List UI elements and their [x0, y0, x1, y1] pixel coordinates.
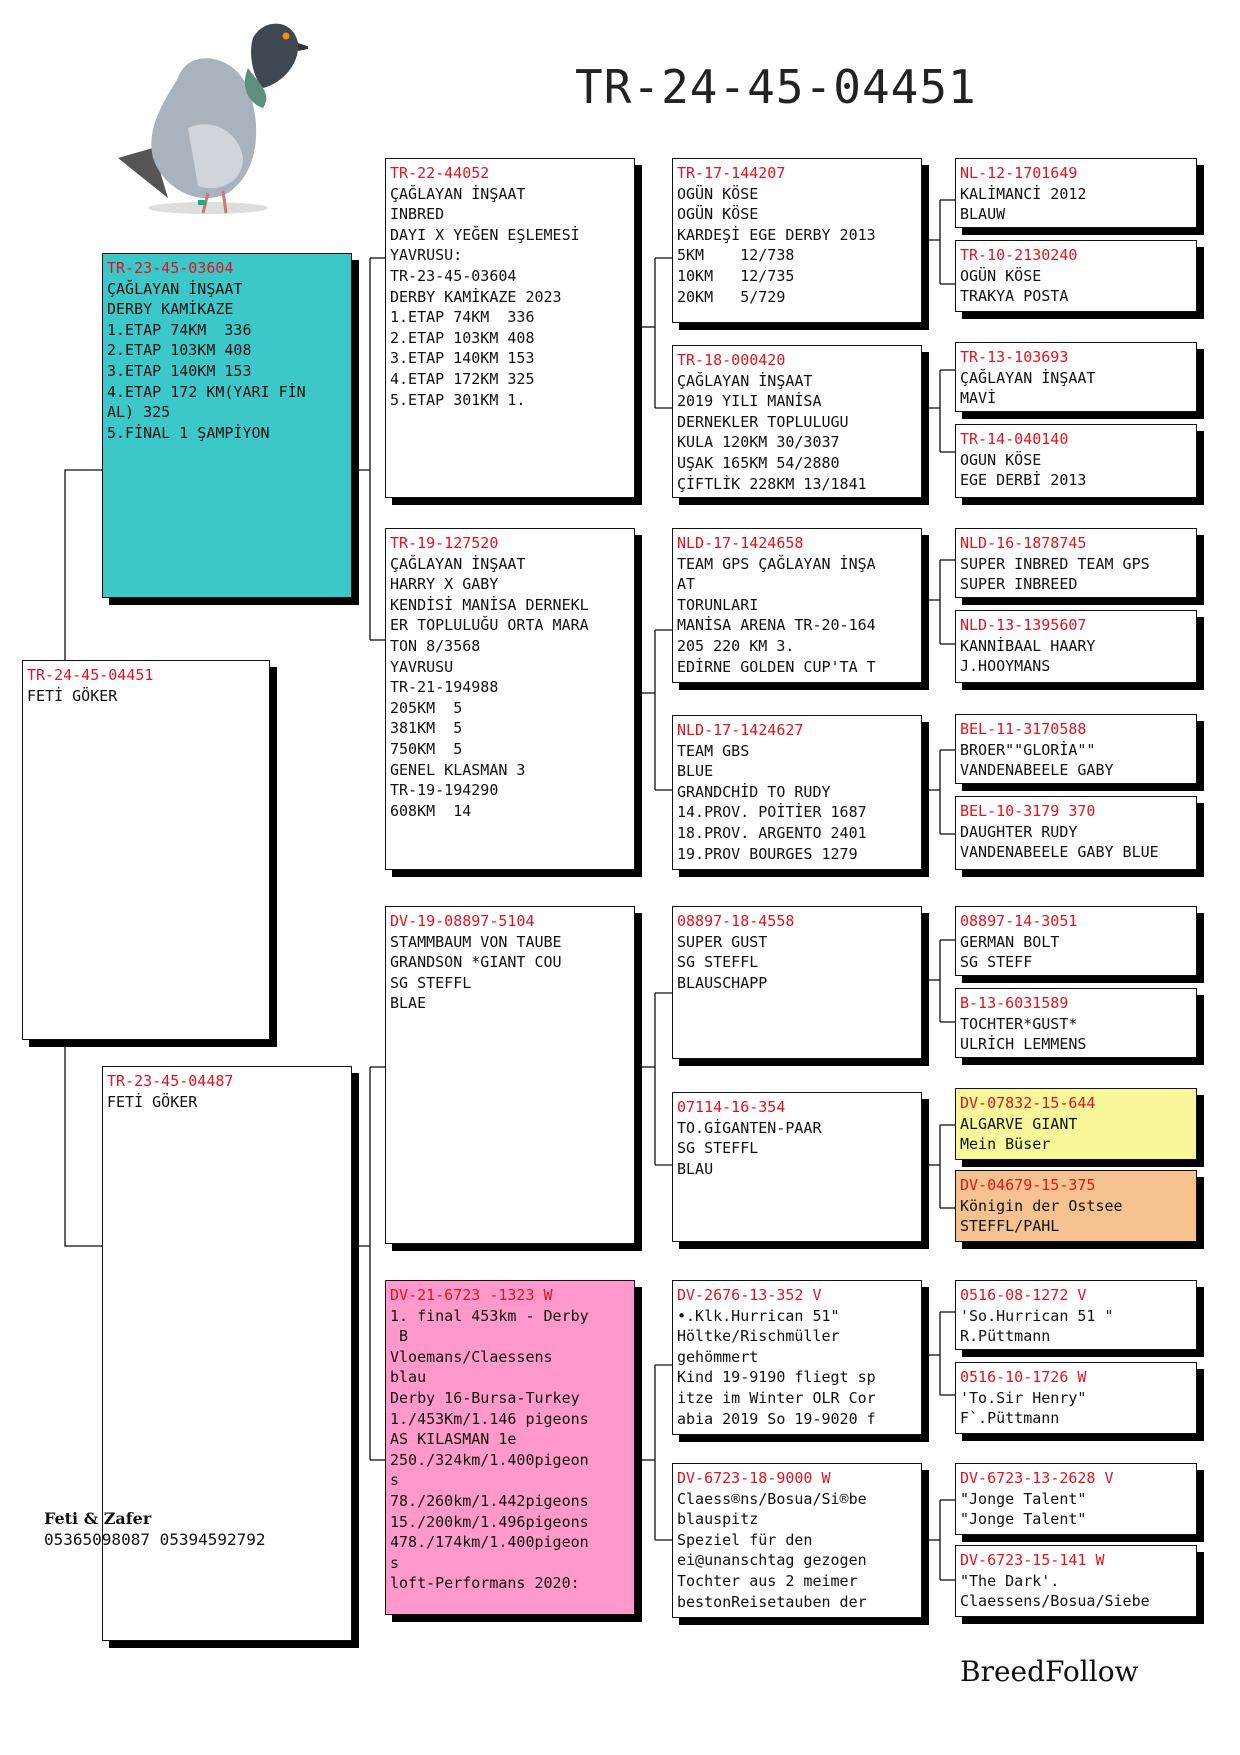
- info-line: 5KM 12/738: [677, 246, 795, 265]
- info-line: EDİRNE GOLDEN CUP'TA T: [677, 657, 876, 676]
- owner-name: Feti & Zafer: [44, 1509, 152, 1528]
- info-line: 5.ETAP 301KM 1.: [390, 390, 526, 409]
- info-line: DAUGHTER RUDY: [960, 822, 1078, 841]
- info-line: YAVRUSU: [390, 657, 454, 676]
- ring-number: DV-07832-15-644: [960, 1094, 1096, 1112]
- pigeon-card-ddd[interactable]: [672, 1463, 922, 1618]
- pigeon-card-dssd[interactable]: [955, 988, 1197, 1058]
- info-line: Tochter aus 2 meimer: [677, 1571, 858, 1590]
- info-line: FETİ GÖKER: [27, 686, 118, 705]
- info-line: 381KM 5: [390, 719, 463, 738]
- pigeon-card-sdd[interactable]: [672, 715, 922, 870]
- ring-number: TR-24-45-04451: [27, 666, 154, 684]
- info-line: 18.PROV. ARGENTO 2401: [677, 823, 867, 842]
- info-line: SG STEFFL: [390, 973, 472, 992]
- brand-logo: BreedFollow: [960, 1655, 1139, 1688]
- info-line: Claess®ns/Bosua/Si®be: [677, 1489, 867, 1508]
- pigeon-card-sdsd[interactable]: [955, 610, 1197, 683]
- info-line: 19.PROV BOURGES 1279: [677, 844, 858, 863]
- info-line: VANDENABEELE GABY: [960, 761, 1114, 780]
- info-line: SUPER INBREED: [960, 575, 1078, 594]
- info-line: loft-Performans 2020:: [390, 1574, 580, 1593]
- info-line: DERBY KAMİKAZE: [107, 300, 234, 319]
- info-line: 4.ETAP 172KM 325: [390, 369, 535, 388]
- pigeon-card-dam-sire[interactable]: [385, 906, 635, 1244]
- info-line: blau: [390, 1368, 427, 1387]
- info-line: GRANDSON *GIANT COU: [390, 953, 562, 972]
- ring-number: BEL-11-3170588: [960, 720, 1087, 738]
- ring-number: 0516-08-1272 V: [960, 1286, 1087, 1304]
- info-line: Kind 19-9190 fliegt sp: [677, 1368, 876, 1387]
- info-line: ÇAĞLAYAN İNŞAAT: [107, 279, 243, 298]
- pigeon-card-ddss[interactable]: [955, 1280, 1197, 1350]
- info-line: GERMAN BOLT: [960, 932, 1060, 951]
- info-line: UŞAK 165KM 54/2880: [677, 453, 840, 472]
- info-line: Mein Büser: [960, 1135, 1051, 1154]
- ring-number: DV-6723-15-141 W: [960, 1551, 1105, 1569]
- pigeon-card-ddds[interactable]: [955, 1463, 1197, 1535]
- ring-number: DV-6723-18-9000 W: [677, 1469, 831, 1487]
- pigeon-card-dss[interactable]: [672, 906, 922, 1059]
- info-line: 'So.Hurrican 51 ": [960, 1306, 1114, 1325]
- info-line: BLAUSCHAPP: [677, 973, 768, 992]
- info-line: 'To.Sir Henry": [960, 1388, 1087, 1407]
- info-line: TR-19-194290: [390, 781, 499, 800]
- ring-number: NLD-13-1395607: [960, 616, 1087, 634]
- pigeon-card-sddd[interactable]: [955, 796, 1197, 870]
- info-line: bestonReisetauben der: [677, 1592, 867, 1611]
- info-line: 4.ETAP 172 KM(YARI FİN: [107, 382, 306, 401]
- info-line: GENEL KLASMAN 3: [390, 760, 526, 779]
- info-line: SUPER GUST: [677, 932, 768, 951]
- ring-number: 07114-16-354: [677, 1098, 786, 1116]
- info-line: 20KM 5/729: [677, 287, 786, 306]
- owner-phones: 05365098087 05394592792: [44, 1530, 266, 1549]
- info-line: 250./324km/1.400pigeon: [390, 1450, 589, 1469]
- info-line: 2.ETAP 103KM 408: [390, 328, 535, 347]
- info-line: EGE DERBİ 2013: [960, 471, 1087, 490]
- info-line: J.HOOYMANS: [960, 657, 1051, 676]
- ring-number: TR-13-103693: [960, 348, 1069, 366]
- pigeon-card-subject[interactable]: [22, 660, 270, 1040]
- info-line: KARDEŞİ EGE DERBY 2013: [677, 225, 876, 244]
- info-line: 15./200km/1.496pigeons: [390, 1512, 589, 1531]
- info-line: s: [390, 1553, 400, 1572]
- info-line: AL) 325: [107, 403, 171, 422]
- ring-number: NLD-17-1424658: [677, 534, 804, 552]
- info-line: ALGARVE GIANT: [960, 1114, 1078, 1133]
- info-line: DERNEKLER TOPLULUGU: [677, 412, 849, 431]
- info-line: 3.ETAP 140KM 153: [107, 361, 252, 380]
- ring-number: 08897-18-4558: [677, 912, 795, 930]
- info-line: 2.ETAP 103KM 408: [107, 341, 252, 360]
- info-line: B: [390, 1327, 409, 1346]
- info-line: ER TOPLULUĞU ORTA MARA: [390, 616, 589, 635]
- info-line: TEAM GPS ÇAĞLAYAN İNŞA: [677, 554, 876, 573]
- info-line: STAMMBAUM VON TAUBE: [390, 932, 562, 951]
- pigeon-card-sss[interactable]: [672, 158, 922, 323]
- info-line: 14.PROV. POİTİER 1687: [677, 803, 867, 822]
- info-line: 1.ETAP 74KM 336: [390, 308, 535, 327]
- pigeon-card-sire[interactable]: [102, 253, 352, 598]
- pigeon-card-ddsd[interactable]: [955, 1362, 1197, 1434]
- ring-number: DV-6723-13-2628 V: [960, 1469, 1114, 1487]
- info-line: Claessens/Bosua/Siebe: [960, 1592, 1150, 1611]
- info-line: TR-23-45-03604: [390, 266, 517, 285]
- info-line: KENDİSİ MANİSA DERNEKL: [390, 595, 589, 614]
- info-line: itze im Winter OLR Cor: [677, 1388, 876, 1407]
- ring-number: 08897-14-3051: [960, 912, 1078, 930]
- pigeon-card-dds[interactable]: [672, 1280, 922, 1435]
- info-line: ÇİFTLİK 228KM 13/1841: [677, 474, 867, 493]
- info-line: AS KILASMAN 1e: [390, 1430, 517, 1449]
- pigeon-card-sire-sire[interactable]: [385, 158, 635, 498]
- info-line: 2019 YILI MANİSA: [677, 392, 822, 411]
- info-line: MAVİ: [960, 389, 997, 408]
- info-line: 478./174km/1.400pigeon: [390, 1533, 589, 1552]
- info-line: TORUNLARI: [677, 595, 759, 614]
- ring-number: DV-2676-13-352 V: [677, 1286, 822, 1304]
- info-line: GRANDCHİD TO RUDY: [677, 782, 831, 801]
- info-line: ei@unanschtag gezogen: [677, 1551, 867, 1570]
- info-line: ULRİCH LEMMENS: [960, 1035, 1087, 1054]
- info-line: HARRY X GABY: [390, 575, 499, 594]
- pigeon-card-dam-dam[interactable]: [385, 1280, 635, 1615]
- info-line: "Jonge Talent": [960, 1489, 1087, 1508]
- pigeon-card-dsd[interactable]: [672, 1092, 922, 1242]
- info-line: TO.GİGANTEN-PAAR: [677, 1118, 822, 1137]
- info-line: KALİMANCİ 2012: [960, 184, 1087, 203]
- info-line: SG STEFFL: [677, 1139, 759, 1158]
- info-line: FETİ GÖKER: [107, 1092, 198, 1111]
- info-line: 1./453Km/1.146 pigeons: [390, 1409, 589, 1428]
- ring-number: TR-10-2130240: [960, 246, 1078, 264]
- info-line: SG STEFF: [960, 953, 1033, 972]
- pigeon-card-dsdd[interactable]: [955, 1170, 1197, 1242]
- ring-number: TR-17-144207: [677, 164, 786, 182]
- info-line: 10KM 12/735: [677, 266, 795, 285]
- ring-number: DV-21-6723 -1323 W: [390, 1286, 553, 1304]
- info-line: blauspitz: [677, 1510, 759, 1529]
- ring-number: NL-12-1701649: [960, 164, 1078, 182]
- info-line: BLAU: [677, 1159, 714, 1178]
- info-line: 205 220 KM 3.: [677, 636, 795, 655]
- ring-number: TR-18-000420: [677, 351, 786, 369]
- info-line: 750KM 5: [390, 739, 463, 758]
- info-line: KULA 120KM 30/3037: [677, 433, 840, 452]
- info-line: TR-21-194988: [390, 678, 499, 697]
- ring-number: NLD-16-1878745: [960, 534, 1087, 552]
- info-line: Speziel für den: [677, 1530, 813, 1549]
- info-line: INBRED: [390, 205, 445, 224]
- pigeon-card-dsds[interactable]: [955, 1088, 1197, 1160]
- ring-number: B-13-6031589: [960, 994, 1069, 1012]
- info-line: STEFFL/PAHL: [960, 1217, 1060, 1236]
- info-line: BROER""GLORİA"": [960, 740, 1096, 759]
- info-line: TEAM GBS: [677, 741, 750, 760]
- pigeon-card-sdss[interactable]: [955, 528, 1197, 598]
- pigeon-card-sdds[interactable]: [955, 714, 1197, 784]
- info-line: OGUN KÖSE: [960, 450, 1042, 469]
- pigeon-card-dddd[interactable]: [955, 1545, 1197, 1617]
- pigeon-card-sire-dam[interactable]: [385, 528, 635, 870]
- info-line: AT: [677, 575, 696, 594]
- info-line: 205KM 5: [390, 698, 463, 717]
- info-line: MANİSA ARENA TR-20-164: [677, 616, 876, 635]
- info-line: BLAUW: [960, 205, 1006, 224]
- info-line: OGÜN KÖSE: [677, 184, 759, 203]
- info-line: 1.ETAP 74KM 336: [107, 320, 252, 339]
- info-line: 78./260km/1.442pigeons: [390, 1491, 589, 1510]
- info-line: Vloemans/Claessens: [390, 1347, 553, 1366]
- info-line: s: [390, 1471, 400, 1490]
- pigeon-card-dam[interactable]: [102, 1066, 352, 1641]
- pigeon-card-ssss[interactable]: [955, 158, 1197, 228]
- ring-number: TR-23-45-03604: [107, 259, 234, 277]
- info-line: "Jonge Talent": [960, 1510, 1087, 1529]
- info-line: ÇAĞLAYAN İNŞAAT: [960, 368, 1096, 387]
- info-line: SG STEFFL: [677, 953, 759, 972]
- info-line: Derby 16-Bursa-Turkey: [390, 1388, 580, 1407]
- info-line: KANNİBAAL HAARY: [960, 636, 1096, 655]
- info-line: TOCHTER*GUST*: [960, 1014, 1078, 1033]
- info-line: DERBY KAMİKAZE 2023: [390, 287, 562, 306]
- pigeon-card-dsss[interactable]: [955, 906, 1197, 976]
- ring-number: TR-23-45-04487: [107, 1072, 234, 1090]
- info-line: VANDENABEELE GABY BLUE: [960, 843, 1159, 862]
- ring-number: NLD-17-1424627: [677, 721, 804, 739]
- ring-number: TR-19-127520: [390, 534, 499, 552]
- info-line: 3.ETAP 140KM 153: [390, 349, 535, 368]
- ring-number: TR-22-44052: [390, 164, 490, 182]
- contact-block: [44, 1508, 266, 1550]
- info-line: ÇAĞLAYAN İNŞAAT: [390, 554, 526, 573]
- ring-number: BEL-10-3179 370: [960, 802, 1096, 820]
- info-line: F`.Püttmann: [960, 1409, 1060, 1428]
- info-line: DAYI X YEĞEN EŞLEMESİ: [390, 225, 580, 244]
- info-line: Königin der Ostsee: [960, 1196, 1123, 1215]
- info-line: YAVRUSU:: [390, 246, 463, 265]
- info-line: 5.FİNAL 1 ŞAMPİYON: [107, 423, 270, 442]
- info-line: abia 2019 So 19-9020 f: [677, 1409, 876, 1428]
- info-line: BLAE: [390, 994, 427, 1013]
- info-line: TON 8/3568: [390, 636, 481, 655]
- pigeon-card-ssd[interactable]: [672, 345, 922, 498]
- pigeon-card-sds[interactable]: [672, 528, 922, 683]
- info-line: Höltke/Rischmüller: [677, 1327, 840, 1346]
- pigeon-card-sssd[interactable]: [955, 240, 1197, 312]
- ring-number: DV-04679-15-375: [960, 1176, 1096, 1194]
- info-line: "The Dark'.: [960, 1571, 1060, 1590]
- info-line: OGÜN KÖSE: [960, 266, 1042, 285]
- info-line: OGÜN KÖSE: [677, 205, 759, 224]
- ring-number: 0516-10-1726 W: [960, 1368, 1087, 1386]
- info-line: •.Klk.Hurrican 51": [677, 1306, 840, 1325]
- info-line: ÇAĞLAYAN İNŞAAT: [677, 371, 813, 390]
- page-title: TR-24-45-04451: [575, 60, 977, 114]
- pigeon-card-ssds[interactable]: [955, 342, 1197, 412]
- info-line: 1. final 453km - Derby: [390, 1306, 589, 1325]
- info-line: ÇAĞLAYAN İNŞAAT: [390, 184, 526, 203]
- info-line: 608KM 14: [390, 801, 472, 820]
- info-line: gehömmert: [677, 1347, 759, 1366]
- info-line: SUPER INBRED TEAM GPS: [960, 554, 1150, 573]
- pigeon-card-ssdd[interactable]: [955, 424, 1197, 498]
- info-line: R.Püttmann: [960, 1327, 1051, 1346]
- info-line: TRAKYA POSTA: [960, 287, 1069, 306]
- info-line: BLUE: [677, 762, 714, 781]
- ring-number: DV-19-08897-5104: [390, 912, 535, 930]
- ring-number: TR-14-040140: [960, 430, 1069, 448]
